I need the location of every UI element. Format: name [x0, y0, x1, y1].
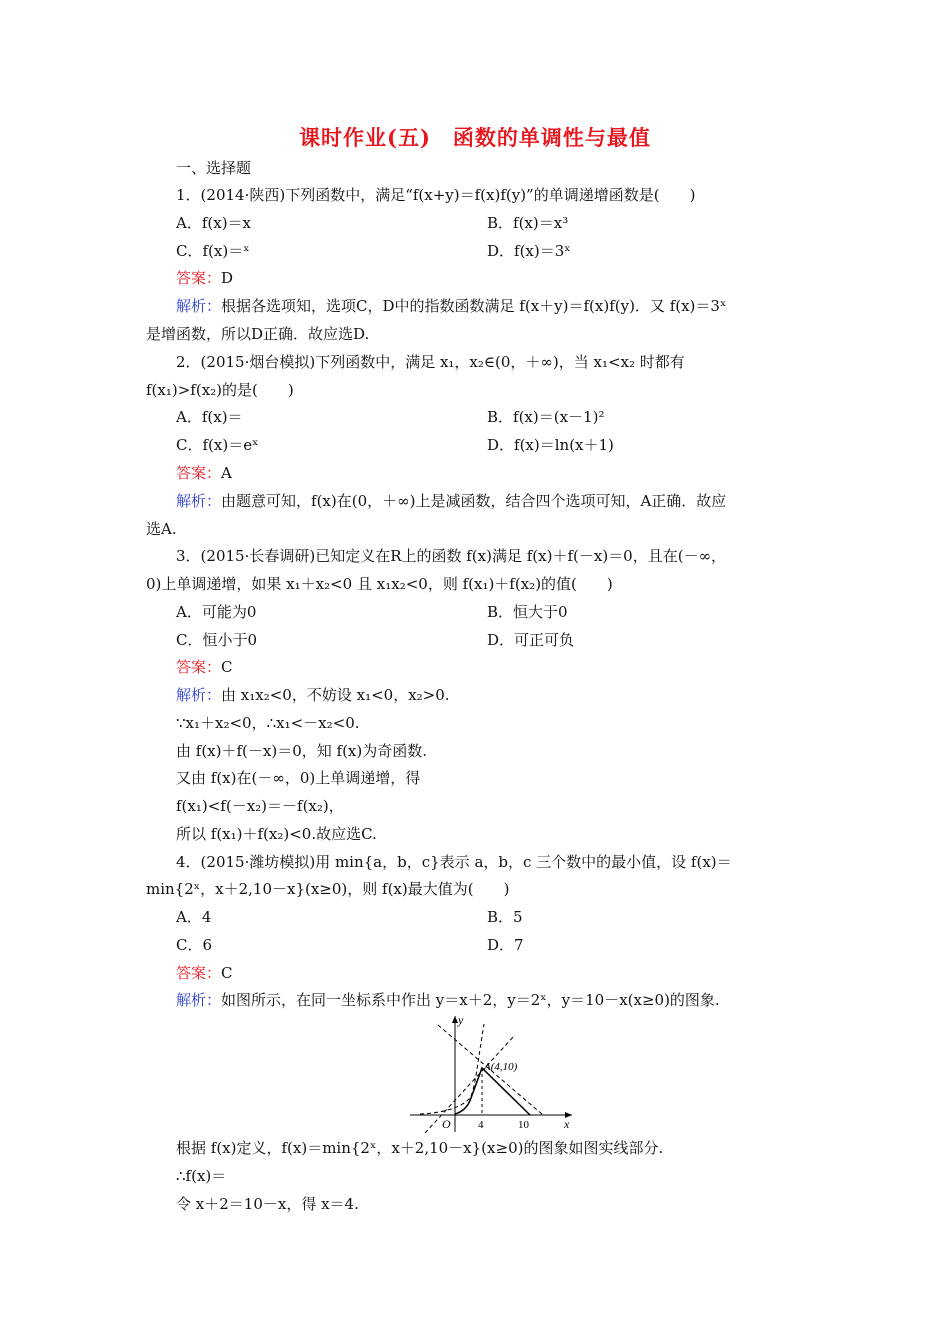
- q3-explain-1: 由 x₁x₂<0，不妨设 x₁<0，x₂>0.: [221, 686, 450, 704]
- q4-option-a: A．4: [176, 908, 212, 926]
- origin-label: O: [442, 1117, 451, 1131]
- y-axis-label: y: [458, 1013, 464, 1027]
- q1-option-d: D．f(x)＝3ˣ: [487, 242, 571, 260]
- q3-explain-6: 所以 f(x₁)＋f(x₂)<0.故应选C.: [176, 825, 377, 843]
- q4-explain-line-1: [176, 990, 720, 1010]
- q1-option-c: C．f(x)＝ˣ: [176, 242, 250, 260]
- x-axis-label: x: [564, 1117, 570, 1131]
- q4-explain-4: 令 x＋2＝10－x，得 x＝4.: [176, 1195, 359, 1213]
- q3-option-d: D．可正可负: [487, 631, 575, 649]
- q2-stem-2: f(x₁)>f(x₂)的是( ): [146, 381, 294, 399]
- explain-label: 解析：: [176, 297, 222, 315]
- q4-explain-3: ∴f(x)＝: [176, 1167, 227, 1185]
- q2-option-a: A．f(x)＝: [176, 408, 243, 426]
- tick-4-label: 4: [478, 1119, 484, 1131]
- q2-explain-1: 由题意可知，f(x)在(0，＋∞)上是减函数，结合四个选项可知，A正确．故应: [221, 492, 727, 510]
- min-function-solid: [455, 1068, 530, 1115]
- q2-explain-2: 选A.: [146, 520, 177, 538]
- q2-stem-1: 2．(2015·烟台模拟)下列函数中，满足 x₁，x₂∈(0，＋∞)，当 x₁<x₂ 时都有: [176, 353, 685, 371]
- answer-label: 答案：: [176, 964, 222, 982]
- explain-label: 解析：: [176, 686, 222, 704]
- explain-label: 解析：: [176, 991, 222, 1009]
- q3-stem-1: 3．(2015·长春调研)已知定义在R上的函数 f(x)满足 f(x)＋f(－x)＝0，且在(－∞，: [176, 547, 727, 565]
- q1-explain-2: 是增函数，所以D正确．故应选D.: [146, 325, 370, 343]
- q4-stem-2: min{2ˣ，x＋2,10－x}(x≥0)，则 f(x)最大值为( ): [146, 880, 510, 898]
- section-heading: 一、选择题: [176, 159, 252, 177]
- q1-option-b: B．f(x)＝x³: [487, 214, 569, 232]
- q4-explain-2: 根据 f(x)定义，f(x)＝min{2ˣ，x＋2,10－x}(x≥0)的图象如图实线部分.: [176, 1139, 664, 1157]
- explain-label: 解析：: [176, 492, 222, 510]
- q4-option-b: B．5: [487, 908, 523, 926]
- q3-explain-5: f(x₁)<f(－x₂)＝－f(x₂)，: [176, 797, 344, 815]
- answer-label: 答案：: [176, 464, 222, 482]
- q3-stem-2: 0)上单调递增，如果 x₁＋x₂<0 且 x₁x₂<0，则 f(x₁)＋f(x₂)的值( ): [146, 575, 613, 593]
- q4-answer-value: C: [221, 964, 233, 982]
- q1-option-a: A．f(x)＝x: [176, 214, 252, 232]
- answer-label: 答案：: [176, 269, 222, 287]
- q3-explain-3: 由 f(x)＋f(－x)＝0，知 f(x)为奇函数.: [176, 742, 427, 760]
- page-title: 课时作业(五) 函数的单调性与最值: [299, 125, 651, 150]
- curve-2-power-x: [420, 1024, 484, 1114]
- q2-option-d: D．f(x)＝ln(x＋1): [487, 436, 614, 454]
- q1-stem: 1．(2014·陕西)下列函数中，满足“f(x+y)＝f(x)f(y)”的单调递增函数是( ): [176, 186, 696, 204]
- q2-explain-line-1: [176, 491, 726, 511]
- q4-explain-1: 如图所示，在同一坐标系中作出 y＝x＋2，y＝2ˣ，y＝10－x(x≥0)的图象.: [221, 991, 720, 1009]
- q4-answer: [176, 963, 233, 983]
- line-x-plus-2: [425, 1035, 515, 1133]
- q4-figure: [400, 1010, 580, 1135]
- q1-explain-1: 根据各选项知，选项C，D中的指数函数满足 f(x＋y)＝f(x)f(y)．又 f(x)＝3ˣ: [221, 297, 727, 315]
- point-a-label: A(4,10): [484, 1061, 518, 1073]
- q2-answer: [176, 463, 232, 483]
- q2-option-b: B．f(x)＝(x－1)²: [487, 408, 605, 426]
- answer-label: 答案：: [176, 658, 222, 676]
- q2-option-c: C．f(x)＝eˣ: [176, 436, 259, 454]
- q3-explain-line-1: [176, 685, 450, 705]
- q4-option-d: D．7: [487, 936, 524, 954]
- q3-option-a: A．可能为0: [176, 603, 257, 621]
- q3-option-c: C．恒小于0: [176, 631, 258, 649]
- q3-answer: [176, 657, 233, 677]
- q1-explain-line-1: [176, 296, 726, 316]
- q1-answer-value: D: [221, 269, 234, 287]
- q3-option-b: B．恒大于0: [487, 603, 568, 621]
- q4-stem-1: 4．(2015·潍坊模拟)用 min{a，b，c}表示 a，b，c 三个数中的最小值，设 f(x)＝: [176, 853, 732, 871]
- q3-explain-4: 又由 f(x)在(－∞，0)上单调递增，得: [176, 769, 421, 787]
- q1-answer: [176, 268, 233, 288]
- tick-10-label: 10: [518, 1119, 529, 1131]
- q2-answer-value: A: [221, 464, 232, 482]
- q3-explain-2: ∵x₁＋x₂<0，∴x₁<－x₂<0.: [176, 714, 360, 732]
- q3-answer-value: C: [221, 658, 233, 676]
- q4-option-c: C．6: [176, 936, 213, 954]
